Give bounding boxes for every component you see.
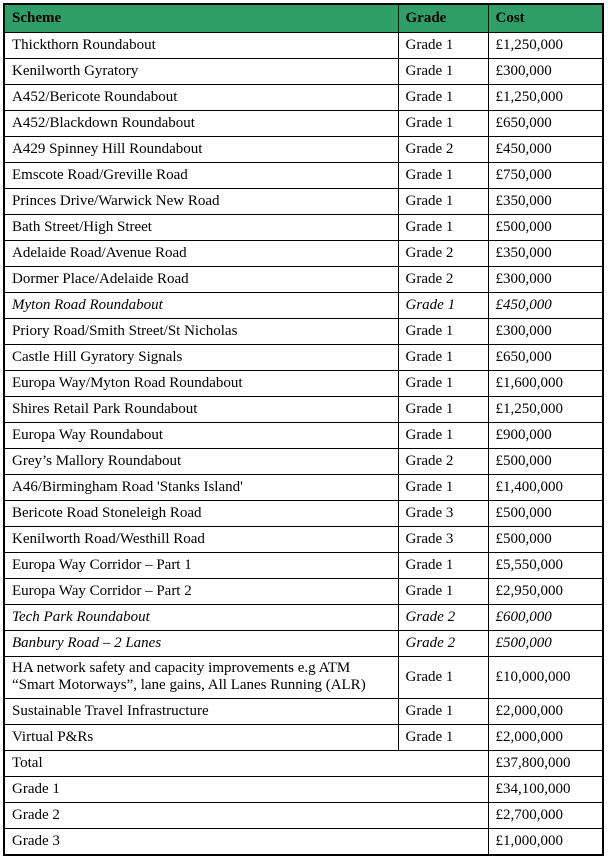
scheme-cell: Europa Way Roundabout <box>4 423 398 449</box>
scheme-cell: A452/Bericote Roundabout <box>4 85 398 111</box>
cost-cell: £500,000 <box>488 449 603 475</box>
cost-cell: £2,000,000 <box>488 699 603 725</box>
grade-cell: Grade 1 <box>398 397 488 423</box>
summary-label-cell: Grade 1 <box>4 777 488 803</box>
grade-cell: Grade 2 <box>398 267 488 293</box>
cost-cell: £1,250,000 <box>488 33 603 59</box>
grade-cell: Grade 1 <box>398 553 488 579</box>
table-row <box>4 241 603 267</box>
summary-row <box>4 803 603 829</box>
summary-cost-cell: £34,100,000 <box>488 777 603 803</box>
grade-cell: Grade 2 <box>398 631 488 657</box>
cost-cell: £350,000 <box>488 189 603 215</box>
scheme-cell: Adelaide Road/Avenue Road <box>4 241 398 267</box>
scheme-cell: A452/Blackdown Roundabout <box>4 111 398 137</box>
table-row <box>4 163 603 189</box>
table-row <box>4 345 603 371</box>
summary-label-cell: Total <box>4 751 488 777</box>
summary-row <box>4 777 603 803</box>
table-row <box>4 319 603 345</box>
table-row <box>4 501 603 527</box>
grade-cell: Grade 1 <box>398 423 488 449</box>
cost-cell: £300,000 <box>488 319 603 345</box>
table-row <box>4 423 603 449</box>
table-row <box>4 215 603 241</box>
summary-cost-cell: £37,800,000 <box>488 751 603 777</box>
scheme-cell: Kenilworth Gyratory <box>4 59 398 85</box>
scheme-cell: Thickthorn Roundabout <box>4 33 398 59</box>
scheme-cell: Banbury Road – 2 Lanes <box>4 631 398 657</box>
table-row <box>4 449 603 475</box>
scheme-cell: Priory Road/Smith Street/St Nicholas <box>4 319 398 345</box>
column-header-scheme: Scheme <box>4 4 398 33</box>
scheme-cell: Europa Way/Myton Road Roundabout <box>4 371 398 397</box>
grade-cell: Grade 1 <box>398 345 488 371</box>
table-row <box>4 111 603 137</box>
cost-cell: £10,000,000 <box>488 657 603 699</box>
grade-cell: Grade 1 <box>398 163 488 189</box>
grade-cell: Grade 1 <box>398 475 488 501</box>
cost-cell: £1,600,000 <box>488 371 603 397</box>
table-row <box>4 527 603 553</box>
summary-cost-cell: £1,000,000 <box>488 829 603 856</box>
grade-cell: Grade 3 <box>398 527 488 553</box>
header-row <box>4 4 603 33</box>
grade-cell: Grade 1 <box>398 33 488 59</box>
table-row <box>4 725 603 751</box>
scheme-cell: A46/Birmingham Road 'Stanks Island' <box>4 475 398 501</box>
scheme-cost-table <box>3 3 604 856</box>
grade-cell: Grade 1 <box>398 725 488 751</box>
summary-cost-cell: £2,700,000 <box>488 803 603 829</box>
grade-cell: Grade 2 <box>398 605 488 631</box>
table-row <box>4 371 603 397</box>
grade-cell: Grade 2 <box>398 449 488 475</box>
summary-row <box>4 829 603 856</box>
scheme-cell: Bath Street/High Street <box>4 215 398 241</box>
cost-cell: £750,000 <box>488 163 603 189</box>
table-row <box>4 553 603 579</box>
grade-cell: Grade 1 <box>398 657 488 699</box>
scheme-cell: Bericote Road Stoneleigh Road <box>4 501 398 527</box>
summary-label-cell: Grade 2 <box>4 803 488 829</box>
cost-cell: £2,000,000 <box>488 725 603 751</box>
grade-cell: Grade 2 <box>398 241 488 267</box>
cost-cell: £500,000 <box>488 215 603 241</box>
scheme-cell: Kenilworth Road/Westhill Road <box>4 527 398 553</box>
scheme-cell: Castle Hill Gyratory Signals <box>4 345 398 371</box>
table-row <box>4 267 603 293</box>
summary-label-cell: Grade 3 <box>4 829 488 856</box>
scheme-cell: Shires Retail Park Roundabout <box>4 397 398 423</box>
grade-cell: Grade 1 <box>398 293 488 319</box>
scheme-cell: Europa Way Corridor – Part 1 <box>4 553 398 579</box>
table-row <box>4 475 603 501</box>
table-row <box>4 293 603 319</box>
table-body <box>4 33 603 856</box>
cost-cell: £600,000 <box>488 605 603 631</box>
cost-cell: £650,000 <box>488 111 603 137</box>
cost-cell: £450,000 <box>488 137 603 163</box>
grade-cell: Grade 1 <box>398 85 488 111</box>
cost-cell: £300,000 <box>488 267 603 293</box>
scheme-cell: Europa Way Corridor – Part 2 <box>4 579 398 605</box>
grade-cell: Grade 1 <box>398 699 488 725</box>
cost-cell: £900,000 <box>488 423 603 449</box>
scheme-cell: Dormer Place/Adelaide Road <box>4 267 398 293</box>
table-row <box>4 699 603 725</box>
grade-cell: Grade 2 <box>398 137 488 163</box>
scheme-cell: A429 Spinney Hill Roundabout <box>4 137 398 163</box>
grade-cell: Grade 1 <box>398 215 488 241</box>
cost-cell: £650,000 <box>488 345 603 371</box>
cost-cell: £500,000 <box>488 501 603 527</box>
cost-cell: £350,000 <box>488 241 603 267</box>
scheme-cell: Tech Park Roundabout <box>4 605 398 631</box>
grade-cell: Grade 1 <box>398 371 488 397</box>
grade-cell: Grade 3 <box>398 501 488 527</box>
table-row <box>4 85 603 111</box>
table-row <box>4 59 603 85</box>
column-header-grade: Grade <box>398 4 488 33</box>
cost-cell: £1,400,000 <box>488 475 603 501</box>
grade-cell: Grade 1 <box>398 189 488 215</box>
table-row <box>4 579 603 605</box>
cost-cell: £500,000 <box>488 527 603 553</box>
cost-cell: £1,250,000 <box>488 85 603 111</box>
scheme-cell: Emscote Road/Greville Road <box>4 163 398 189</box>
scheme-cell: Sustainable Travel Infrastructure <box>4 699 398 725</box>
grade-cell: Grade 1 <box>398 319 488 345</box>
scheme-cell: HA network safety and capacity improvements e.g ATM “Smart Motorways”, lane gains, All Lanes Running (ALR) <box>4 657 398 699</box>
column-header-cost: Cost <box>488 4 603 33</box>
grade-cell: Grade 1 <box>398 59 488 85</box>
summary-row <box>4 751 603 777</box>
cost-cell: £300,000 <box>488 59 603 85</box>
table-row <box>4 657 603 699</box>
table-row <box>4 605 603 631</box>
table-row <box>4 189 603 215</box>
cost-cell: £1,250,000 <box>488 397 603 423</box>
table-row <box>4 397 603 423</box>
cost-cell: £5,550,000 <box>488 553 603 579</box>
table-row <box>4 33 603 59</box>
table-row <box>4 137 603 163</box>
cost-cell: £450,000 <box>488 293 603 319</box>
scheme-cell: Myton Road Roundabout <box>4 293 398 319</box>
cost-cell: £500,000 <box>488 631 603 657</box>
scheme-cell: Virtual P&Rs <box>4 725 398 751</box>
grade-cell: Grade 1 <box>398 579 488 605</box>
table-row <box>4 631 603 657</box>
cost-cell: £2,950,000 <box>488 579 603 605</box>
grade-cell: Grade 1 <box>398 111 488 137</box>
scheme-cell: Grey’s Mallory Roundabout <box>4 449 398 475</box>
scheme-cell: Princes Drive/Warwick New Road <box>4 189 398 215</box>
